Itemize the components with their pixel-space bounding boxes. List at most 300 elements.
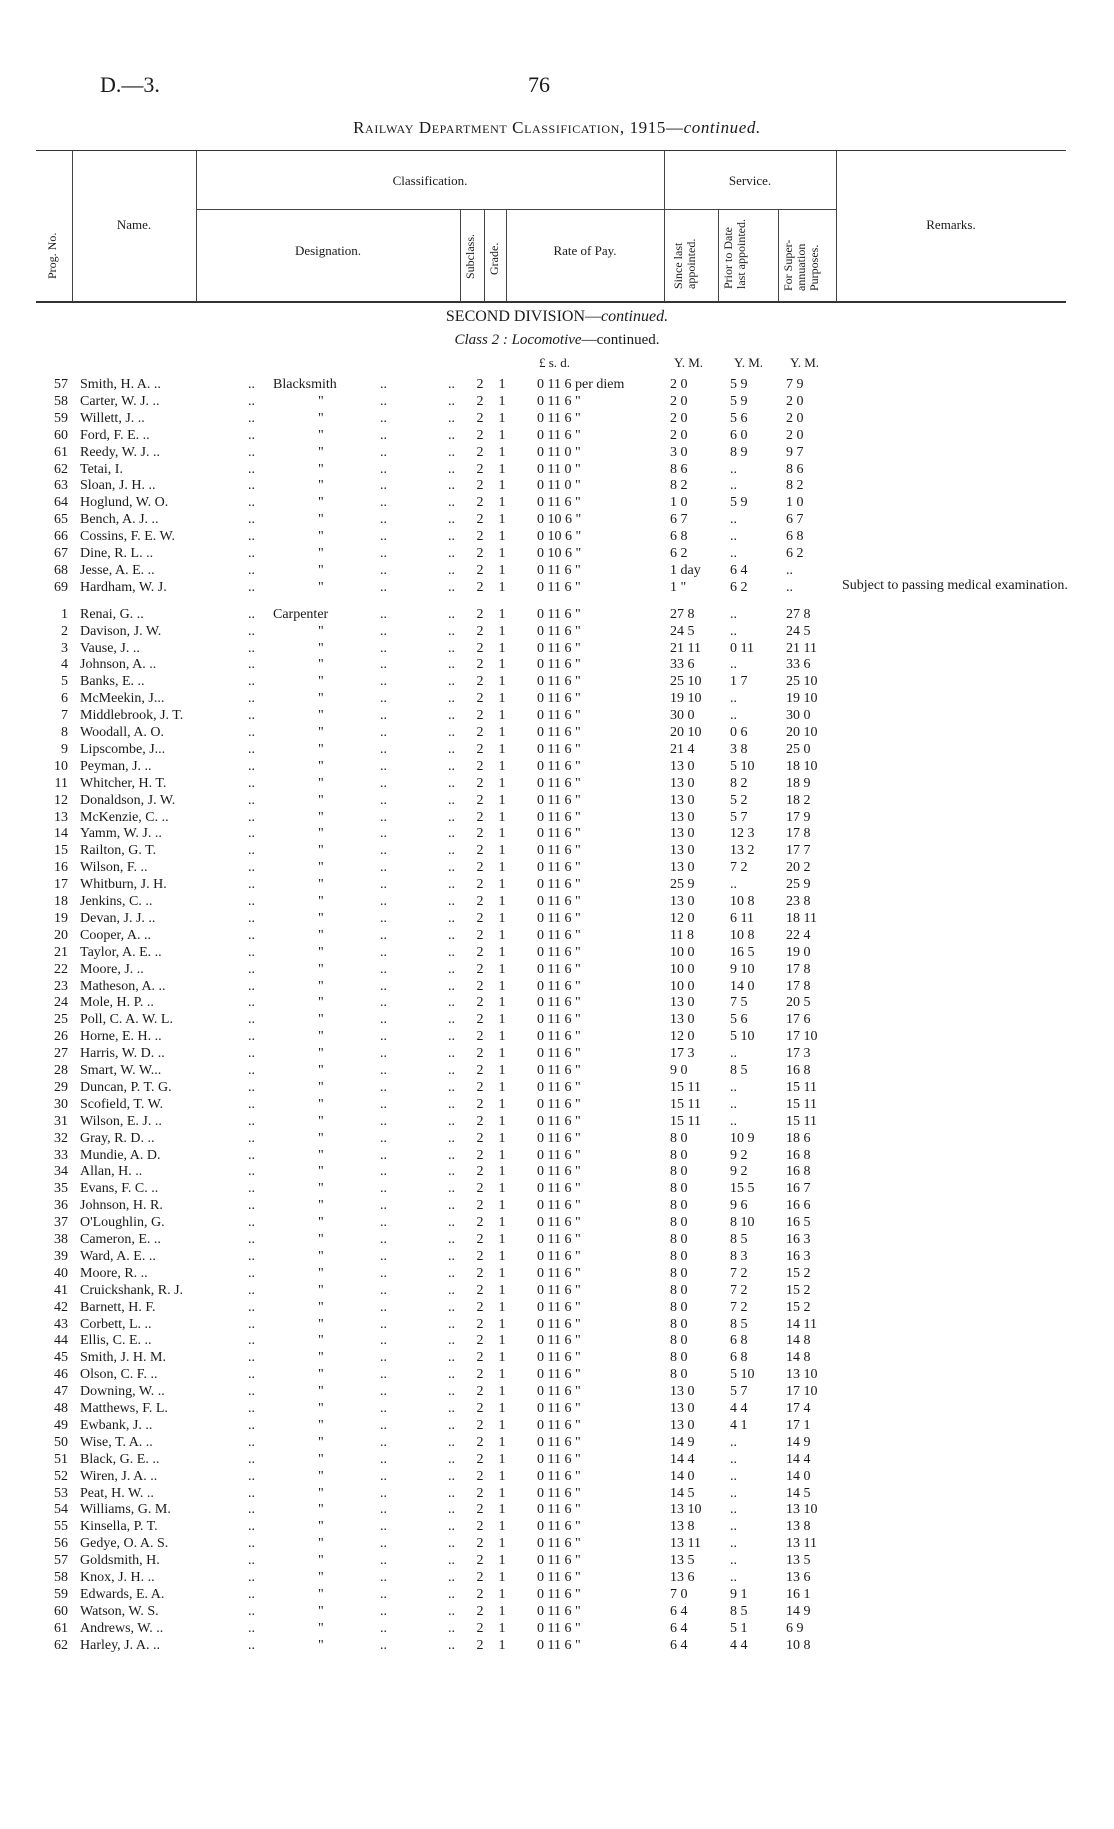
table-row xyxy=(0,1096,1114,1113)
grade: 1 xyxy=(498,1198,506,1214)
leader-dots: .. xyxy=(248,1519,255,1535)
row-number: 3 xyxy=(61,640,68,656)
table-row xyxy=(0,842,1114,859)
header-classification: Classification. xyxy=(392,173,468,188)
service-superannuation: .. xyxy=(786,579,793,595)
row-number: 15 xyxy=(54,843,68,859)
leader-dots: .. xyxy=(448,1248,455,1264)
designation: " xyxy=(318,1096,324,1112)
employee-name: Andrews, W. .. xyxy=(80,1620,164,1636)
grade: 1 xyxy=(498,1215,506,1231)
designation: " xyxy=(318,1029,324,1045)
table-row xyxy=(0,1569,1114,1586)
rate-of-pay: 0 11 0 " xyxy=(537,444,581,460)
leader-dots: .. xyxy=(248,1553,255,1569)
table-row xyxy=(0,1620,1114,1637)
rate-of-pay: 0 11 6 " xyxy=(537,1553,581,1569)
leader-dots: .. xyxy=(380,461,387,477)
leader-dots: .. xyxy=(380,623,387,639)
rate-of-pay: 0 11 6 " xyxy=(537,579,581,595)
service-since-last: 21 11 xyxy=(670,640,701,656)
subclass: 2 xyxy=(476,1029,484,1045)
subclass: 2 xyxy=(476,1417,484,1433)
table-row xyxy=(0,376,1114,393)
designation: " xyxy=(318,1333,324,1349)
row-number: 34 xyxy=(54,1164,68,1180)
leader-dots: .. xyxy=(380,758,387,774)
subclass: 2 xyxy=(476,1384,484,1400)
service-since-last: 13 0 xyxy=(670,775,695,791)
leader-dots: .. xyxy=(380,792,387,808)
table-row xyxy=(0,393,1114,410)
leader-dots: .. xyxy=(248,1384,255,1400)
grade: 1 xyxy=(498,1164,506,1180)
grade: 1 xyxy=(498,1012,506,1028)
row-number: 52 xyxy=(54,1468,68,1484)
table-row xyxy=(0,978,1114,995)
grade: 1 xyxy=(498,944,506,960)
subclass: 2 xyxy=(476,1586,484,1602)
grade: 1 xyxy=(498,1282,506,1298)
rate-of-pay: 0 11 6 " xyxy=(537,1265,581,1281)
service-since-last: 13 8 xyxy=(670,1519,695,1535)
leader-dots: .. xyxy=(448,623,455,639)
grade: 1 xyxy=(498,1316,506,1332)
grade: 1 xyxy=(498,410,506,426)
employee-name: Goldsmith, H. xyxy=(80,1553,160,1569)
service-superannuation: 22 4 xyxy=(786,927,811,943)
leader-dots: .. xyxy=(448,1417,455,1433)
service-prior: 7 2 xyxy=(730,1299,748,1315)
leader-dots: .. xyxy=(248,1620,255,1636)
rate-of-pay: 0 11 6 " xyxy=(537,1147,581,1163)
grade: 1 xyxy=(498,708,506,724)
grade: 1 xyxy=(498,623,506,639)
subclass: 2 xyxy=(476,1164,484,1180)
leader-dots: .. xyxy=(380,529,387,545)
leader-dots: .. xyxy=(380,1367,387,1383)
service-since-last: 13 0 xyxy=(670,1012,695,1028)
leader-dots: .. xyxy=(448,1282,455,1298)
table-row xyxy=(0,1332,1114,1349)
subclass: 2 xyxy=(476,1012,484,1028)
row-number: 38 xyxy=(54,1232,68,1247)
service-superannuation: 17 8 xyxy=(786,978,811,994)
rate-of-pay: 0 11 6 per diem xyxy=(537,377,625,392)
employee-name: McKenzie, C. .. xyxy=(80,809,169,825)
leader-dots: .. xyxy=(380,1029,387,1045)
service-since-last: 6 2 xyxy=(670,546,688,561)
row-number: 69 xyxy=(54,579,68,595)
grade: 1 xyxy=(498,657,506,673)
leader-dots: .. xyxy=(248,860,255,876)
employee-name: Ellis, C. E. .. xyxy=(80,1333,152,1349)
service-superannuation: 13 11 xyxy=(786,1536,817,1552)
rate-of-pay: 0 11 6 " xyxy=(537,1063,581,1078)
service-superannuation: 13 6 xyxy=(786,1570,811,1585)
service-since-last: 15 11 xyxy=(670,1113,701,1129)
designation: " xyxy=(318,1434,324,1450)
units-ym-since: Y. M. xyxy=(674,355,704,370)
service-prior: 15 5 xyxy=(730,1181,755,1197)
leader-dots: .. xyxy=(448,640,455,656)
leader-dots: .. xyxy=(248,674,255,690)
service-superannuation: 15 11 xyxy=(786,1079,817,1095)
subclass: 2 xyxy=(476,927,484,943)
designation: " xyxy=(318,1620,324,1636)
employee-name: Dine, R. L. .. xyxy=(80,546,154,561)
table-row xyxy=(0,477,1114,494)
grade: 1 xyxy=(498,995,506,1011)
rate-of-pay: 0 11 6 " xyxy=(537,809,581,825)
grade: 1 xyxy=(498,1586,506,1602)
service-prior: 4 1 xyxy=(730,1417,748,1433)
grade: 1 xyxy=(498,792,506,808)
service-superannuation: 30 0 xyxy=(786,708,811,724)
leader-dots: .. xyxy=(380,1063,387,1078)
service-superannuation: 16 5 xyxy=(786,1215,811,1231)
service-prior: .. xyxy=(730,1536,737,1552)
grade: 1 xyxy=(498,512,506,528)
units-ym-prior: Y. M. xyxy=(734,355,764,370)
service-since-last: 8 0 xyxy=(670,1164,688,1180)
service-prior: .. xyxy=(730,1113,737,1129)
leader-dots: .. xyxy=(448,1029,455,1045)
grade: 1 xyxy=(498,1536,506,1552)
service-since-last: 14 5 xyxy=(670,1485,695,1501)
leader-dots: .. xyxy=(248,1417,255,1433)
row-number: 68 xyxy=(54,562,68,578)
leader-dots: .. xyxy=(448,674,455,690)
rate-of-pay: 0 11 6 " xyxy=(537,1333,581,1349)
leader-dots: .. xyxy=(448,529,455,545)
table-row xyxy=(0,1451,1114,1468)
rate-of-pay: 0 11 6 " xyxy=(537,1620,581,1636)
service-superannuation: 23 8 xyxy=(786,894,811,909)
leader-dots: .. xyxy=(448,657,455,673)
service-prior: 14 0 xyxy=(730,978,755,994)
leader-dots: .. xyxy=(380,1401,387,1416)
leader-dots: .. xyxy=(248,461,255,477)
grade: 1 xyxy=(498,427,506,443)
grade: 1 xyxy=(498,478,506,494)
service-since-last: 25 9 xyxy=(670,877,695,893)
designation: " xyxy=(318,860,324,876)
title-continued: continued. xyxy=(683,118,761,137)
service-prior: 5 6 xyxy=(730,1012,748,1028)
service-since-last: 8 6 xyxy=(670,461,688,477)
service-prior: .. xyxy=(730,877,737,893)
leader-dots: .. xyxy=(448,809,455,825)
rate-of-pay: 0 11 6 " xyxy=(537,1198,581,1214)
grade: 1 xyxy=(498,725,506,740)
service-superannuation: 6 8 xyxy=(786,529,804,545)
service-prior: 9 1 xyxy=(730,1586,748,1602)
leader-dots: .. xyxy=(248,1536,255,1552)
service-superannuation: 15 11 xyxy=(786,1113,817,1129)
leader-dots: .. xyxy=(248,562,255,578)
leader-dots: .. xyxy=(248,1029,255,1045)
subclass: 2 xyxy=(476,691,484,707)
leader-dots: .. xyxy=(248,1586,255,1602)
leader-dots: .. xyxy=(448,843,455,859)
service-superannuation: 16 3 xyxy=(786,1248,811,1264)
designation: " xyxy=(318,758,324,774)
employee-name: Kinsella, P. T. xyxy=(80,1519,158,1535)
row-number: 21 xyxy=(54,944,68,960)
subclass: 2 xyxy=(476,1502,484,1518)
service-since-last: 17 3 xyxy=(670,1046,695,1062)
row-number: 5 xyxy=(61,674,68,690)
service-since-last: 10 0 xyxy=(670,944,695,960)
designation: " xyxy=(318,1502,324,1518)
service-superannuation: 17 1 xyxy=(786,1417,811,1433)
service-superannuation: 17 4 xyxy=(786,1401,811,1416)
subclass: 2 xyxy=(476,393,484,409)
rate-of-pay: 0 11 6 " xyxy=(537,1299,581,1315)
rate-of-pay: 0 11 6 " xyxy=(537,1586,581,1602)
row-number: 10 xyxy=(54,758,68,774)
designation: " xyxy=(318,978,324,994)
leader-dots: .. xyxy=(248,410,255,426)
rate-of-pay: 0 11 6 " xyxy=(537,1113,581,1129)
designation: Carpenter xyxy=(273,606,329,622)
employee-name: Bench, A. J. .. xyxy=(80,512,159,528)
service-superannuation: 15 2 xyxy=(786,1299,811,1315)
table-row xyxy=(0,1637,1114,1654)
leader-dots: .. xyxy=(248,1637,255,1653)
rate-of-pay: 0 11 6 " xyxy=(537,1401,581,1416)
service-since-last: 8 0 xyxy=(670,1248,688,1264)
grade: 1 xyxy=(498,1637,506,1653)
header-grade: Grade. xyxy=(487,242,501,275)
row-number: 8 xyxy=(61,725,68,740)
rate-of-pay: 0 11 6 " xyxy=(537,775,581,791)
employee-name: Watson, W. S. xyxy=(80,1603,159,1619)
employee-name: Whitcher, H. T. xyxy=(80,775,167,791)
rate-of-pay: 0 11 6 " xyxy=(537,1079,581,1095)
section-subtitle xyxy=(0,332,1114,349)
header-super: For Super-annuation Purposes. xyxy=(781,239,821,291)
service-since-last: 8 0 xyxy=(670,1316,688,1332)
designation: " xyxy=(318,512,324,528)
row-number: 53 xyxy=(54,1485,68,1501)
service-superannuation: 13 10 xyxy=(786,1367,818,1383)
service-prior: 13 2 xyxy=(730,843,755,859)
grade: 1 xyxy=(498,927,506,943)
service-prior: 7 5 xyxy=(730,995,748,1011)
subclass: 2 xyxy=(476,792,484,808)
service-prior: .. xyxy=(730,1485,737,1501)
service-since-last: 13 0 xyxy=(670,860,695,876)
service-superannuation: 20 5 xyxy=(786,995,811,1011)
rate-of-pay: 0 11 6 " xyxy=(537,758,581,774)
service-prior: .. xyxy=(730,512,737,528)
service-prior: .. xyxy=(730,1553,737,1569)
service-superannuation: 6 9 xyxy=(786,1620,804,1636)
employee-name: O'Loughlin, G. xyxy=(80,1215,165,1231)
leader-dots: .. xyxy=(448,877,455,893)
row-number: 47 xyxy=(54,1384,68,1400)
designation: " xyxy=(318,1079,324,1095)
grade: 1 xyxy=(498,1113,506,1129)
service-prior: 8 5 xyxy=(730,1603,748,1619)
row-number: 31 xyxy=(54,1113,68,1129)
rate-of-pay: 0 11 6 " xyxy=(537,623,581,639)
service-since-last: 27 8 xyxy=(670,606,695,622)
rate-of-pay: 0 11 6 " xyxy=(537,894,581,909)
row-number: 17 xyxy=(54,877,68,893)
designation: " xyxy=(318,1282,324,1298)
employee-name: Smith, H. A. .. xyxy=(80,377,161,392)
table-row xyxy=(0,1485,1114,1502)
leader-dots: .. xyxy=(380,826,387,842)
leader-dots: .. xyxy=(380,894,387,909)
row-number: 28 xyxy=(54,1063,68,1078)
service-prior: .. xyxy=(730,1046,737,1062)
service-superannuation: 2 0 xyxy=(786,393,804,409)
rate-of-pay: 0 11 6 " xyxy=(537,427,581,443)
grade: 1 xyxy=(498,1130,506,1146)
grade: 1 xyxy=(498,529,506,545)
subclass: 2 xyxy=(476,606,484,622)
service-since-last: 13 10 xyxy=(670,1502,702,1518)
grade: 1 xyxy=(498,1063,506,1078)
leader-dots: .. xyxy=(448,1637,455,1653)
rate-of-pay: 0 11 6 " xyxy=(537,495,581,511)
grade: 1 xyxy=(498,1401,506,1416)
service-since-last: 13 11 xyxy=(670,1536,701,1552)
grade: 1 xyxy=(498,1248,506,1264)
service-prior: 8 5 xyxy=(730,1063,748,1078)
service-superannuation: 17 8 xyxy=(786,961,811,977)
header-rate: Rate of Pay. xyxy=(553,243,617,258)
leader-dots: .. xyxy=(380,1299,387,1315)
service-since-last: 13 0 xyxy=(670,843,695,859)
service-prior: 8 9 xyxy=(730,444,748,460)
employee-name: Peat, H. W. .. xyxy=(80,1485,154,1501)
leader-dots: .. xyxy=(380,1265,387,1281)
row-number: 29 xyxy=(54,1079,68,1095)
table-row xyxy=(0,1197,1114,1214)
subclass: 2 xyxy=(476,860,484,876)
row-number: 6 xyxy=(61,691,68,707)
subclass: 2 xyxy=(476,894,484,909)
row-number: 12 xyxy=(54,792,68,808)
service-prior: .. xyxy=(730,606,737,622)
rate-of-pay: 0 11 6 " xyxy=(537,1130,581,1146)
leader-dots: .. xyxy=(248,1333,255,1349)
service-since-last: 6 8 xyxy=(670,529,688,545)
leader-dots: .. xyxy=(448,1333,455,1349)
subclass: 2 xyxy=(476,1147,484,1163)
units-ym-super: Y. M. xyxy=(790,355,820,370)
row-number: 59 xyxy=(54,410,68,426)
service-since-last: 19 10 xyxy=(670,691,702,707)
rate-of-pay: 0 11 6 " xyxy=(537,843,581,859)
designation: " xyxy=(318,1637,324,1653)
leader-dots: .. xyxy=(380,377,387,392)
row-number: 22 xyxy=(54,961,68,977)
grade: 1 xyxy=(498,1350,506,1366)
service-prior: .. xyxy=(730,1079,737,1095)
employee-name: Yamm, W. J. .. xyxy=(80,826,162,842)
service-since-last: 13 0 xyxy=(670,995,695,1011)
grade: 1 xyxy=(498,1519,506,1535)
employee-name: Davison, J. W. xyxy=(80,623,162,639)
rate-of-pay: 0 11 6 " xyxy=(537,961,581,977)
leader-dots: .. xyxy=(448,1265,455,1281)
leader-dots: .. xyxy=(380,1113,387,1129)
leader-dots: .. xyxy=(380,657,387,673)
service-since-last: 8 0 xyxy=(670,1215,688,1231)
service-prior: 6 0 xyxy=(730,427,748,443)
row-number: 32 xyxy=(54,1130,68,1146)
table-row xyxy=(0,690,1114,707)
service-prior: 7 2 xyxy=(730,1282,748,1298)
leader-dots: .. xyxy=(380,860,387,876)
leader-dots: .. xyxy=(448,461,455,477)
service-superannuation: 1 0 xyxy=(786,495,804,511)
designation: " xyxy=(318,809,324,825)
leader-dots: .. xyxy=(380,1603,387,1619)
rate-of-pay: 0 11 6 " xyxy=(537,995,581,1011)
service-since-last: 25 10 xyxy=(670,674,702,690)
leader-dots: .. xyxy=(380,995,387,1011)
table-row xyxy=(0,775,1114,792)
service-since-last: 2 0 xyxy=(670,393,688,409)
leader-dots: .. xyxy=(380,606,387,622)
designation: " xyxy=(318,546,324,561)
row-number: 27 xyxy=(54,1046,68,1062)
leader-dots: .. xyxy=(248,1063,255,1078)
rate-of-pay: 0 11 6 " xyxy=(537,1181,581,1197)
leader-dots: .. xyxy=(448,1434,455,1450)
table-row xyxy=(0,1113,1114,1130)
leader-dots: .. xyxy=(380,1485,387,1501)
rate-of-pay: 0 11 6 " xyxy=(537,640,581,656)
service-prior: 8 3 xyxy=(730,1248,748,1264)
service-prior: .. xyxy=(730,1570,737,1585)
employee-name: Gedye, O. A. S. xyxy=(80,1536,169,1552)
leader-dots: .. xyxy=(448,826,455,842)
header-designation: Designation. xyxy=(294,243,362,258)
rate-of-pay: 0 11 6 " xyxy=(537,741,581,757)
designation: " xyxy=(318,1451,324,1467)
service-superannuation: 14 5 xyxy=(786,1485,811,1501)
employee-name: Cooper, A. .. xyxy=(80,927,151,943)
grade: 1 xyxy=(498,444,506,460)
leader-dots: .. xyxy=(448,1181,455,1197)
leader-dots: .. xyxy=(448,1536,455,1552)
service-prior: .. xyxy=(730,1502,737,1518)
row-number: 54 xyxy=(54,1502,68,1518)
service-superannuation: 14 9 xyxy=(786,1603,811,1619)
subclass: 2 xyxy=(476,826,484,842)
designation: " xyxy=(318,1063,324,1078)
row-number: 42 xyxy=(54,1299,68,1315)
leader-dots: .. xyxy=(248,927,255,943)
subclass: 2 xyxy=(476,708,484,724)
service-since-last: 8 0 xyxy=(670,1265,688,1281)
rate-of-pay: 0 11 6 " xyxy=(537,1350,581,1366)
leader-dots: .. xyxy=(380,1130,387,1146)
service-prior: 1 7 xyxy=(730,674,748,690)
service-prior: 0 6 xyxy=(730,725,748,740)
service-superannuation: 16 8 xyxy=(786,1063,811,1078)
employee-name: Moore, R. .. xyxy=(80,1265,148,1281)
service-since-last: 6 4 xyxy=(670,1620,688,1636)
